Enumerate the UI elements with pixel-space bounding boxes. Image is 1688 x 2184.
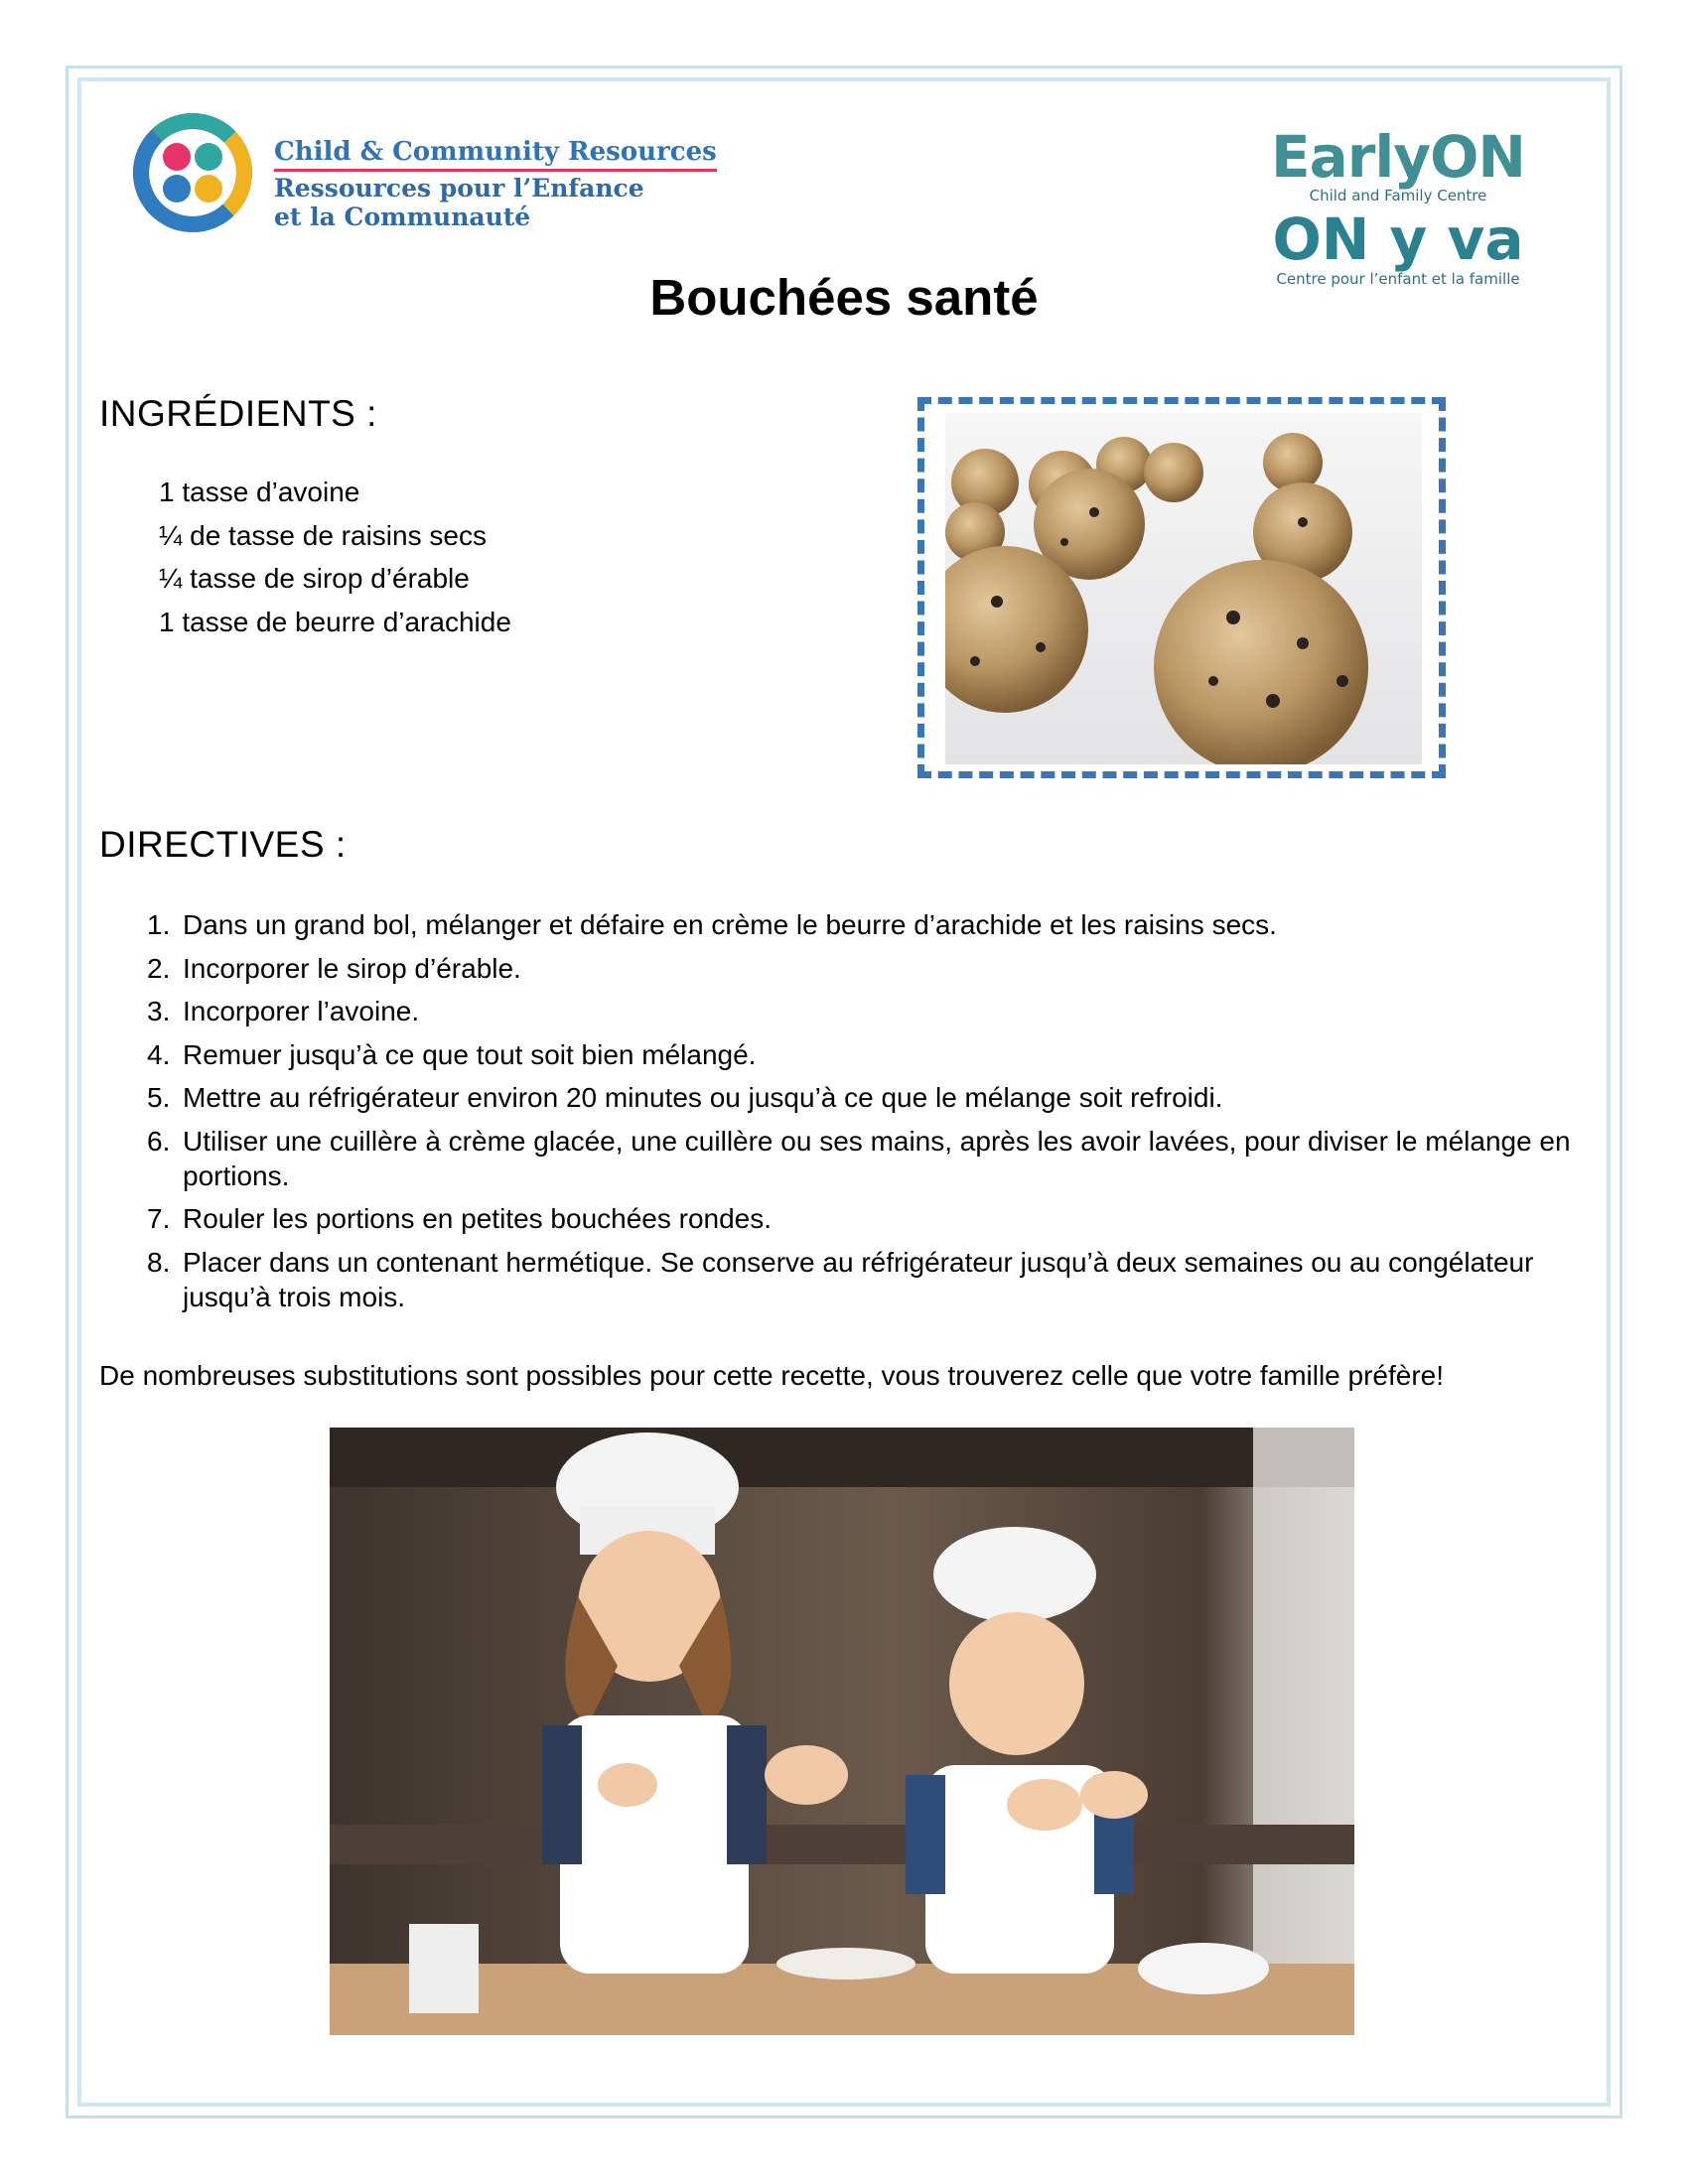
step-number: 6. — [147, 1125, 171, 1157]
step-number: 5. — [147, 1082, 171, 1113]
step-number: 8. — [147, 1246, 171, 1278]
earlyon-wordmark: EarlyON — [1271, 123, 1525, 191]
step-number: 4. — [147, 1038, 171, 1070]
step-number: 2. — [147, 952, 171, 984]
step-text: Incorporer l’avoine. — [183, 996, 420, 1026]
earlyon-subtitle: Child and Family Centre — [1309, 187, 1487, 205]
step-text: Incorporer le sirop d’érable. — [183, 952, 521, 984]
directives-list — [147, 907, 1577, 1322]
list-item — [147, 907, 1577, 942]
list-item — [147, 951, 1577, 986]
list-item — [147, 1201, 1577, 1236]
energy-balls-photo — [945, 413, 1422, 764]
step-text: Dans un grand bol, mélanger et défaire en crème le beurre d’arachide et les raisins secs. — [183, 909, 1277, 940]
list-item — [147, 1037, 1577, 1072]
directives-heading: DIRECTIVES : — [99, 824, 347, 865]
step-text: Utiliser une cuillère à crème glacée, une cuillère ou ses mains, après les avoir lavées, pour diviser le mélange en portions. — [183, 1125, 1571, 1191]
energy-balls-image-icon — [945, 413, 1422, 764]
ccr-name-fr-1: Ressources pour l’Enfance — [274, 174, 644, 203]
step-text: Remuer jusqu’à ce que tout soit bien mélangé. — [183, 1038, 757, 1070]
ccr-name-en: Child & Community Resources — [274, 137, 717, 172]
step-text: Placer dans un contenant hermétique. Se conserve au réfrigérateur jusqu’à deux semaines ou au congélateur jusqu’à trois mois. — [183, 1246, 1534, 1312]
ingredients-heading: INGRÉDIENTS : — [99, 393, 377, 434]
step-number: 1. — [147, 909, 171, 940]
ingredients-list — [159, 471, 511, 643]
list-item: ¼ tasse de sirop d’érable — [159, 563, 470, 594]
list-item — [147, 1080, 1577, 1115]
list-item: 1 tasse d’avoine — [159, 477, 360, 507]
ccr-name-fr-2: et la Communauté — [274, 203, 531, 231]
kids-baking-photo — [330, 1428, 1354, 2035]
kids-baking-image-icon — [330, 1428, 1354, 2035]
onyva-subtitle: Centre pour l’enfant et la famille — [1276, 270, 1520, 288]
ccr-logo — [131, 111, 717, 240]
step-text: Mettre au réfrigérateur environ 20 minutes ou jusqu’à ce que le mélange soit refroidi. — [183, 1082, 1223, 1113]
step-number: 7. — [147, 1203, 171, 1234]
ccr-emblem-icon — [131, 111, 254, 234]
ccr-wordmark — [274, 137, 717, 229]
list-item: 1 tasse de beurre d’arachide — [159, 606, 511, 637]
list-item: ¼ de tasse de raisins secs — [159, 519, 487, 551]
page-title: Bouchées santé — [649, 269, 1039, 326]
closing-note: De nombreuses substitutions sont possibles pour cette recette, vous trouverez celle que votre famille préfère! — [99, 1360, 1445, 1391]
list-item — [147, 1124, 1577, 1193]
onyva-wordmark: ON y va — [1272, 205, 1524, 273]
step-number: 3. — [147, 996, 171, 1026]
list-item — [147, 994, 1577, 1028]
list-item — [147, 1245, 1577, 1314]
step-text: Rouler les portions en petites bouchées rondes. — [183, 1203, 773, 1234]
